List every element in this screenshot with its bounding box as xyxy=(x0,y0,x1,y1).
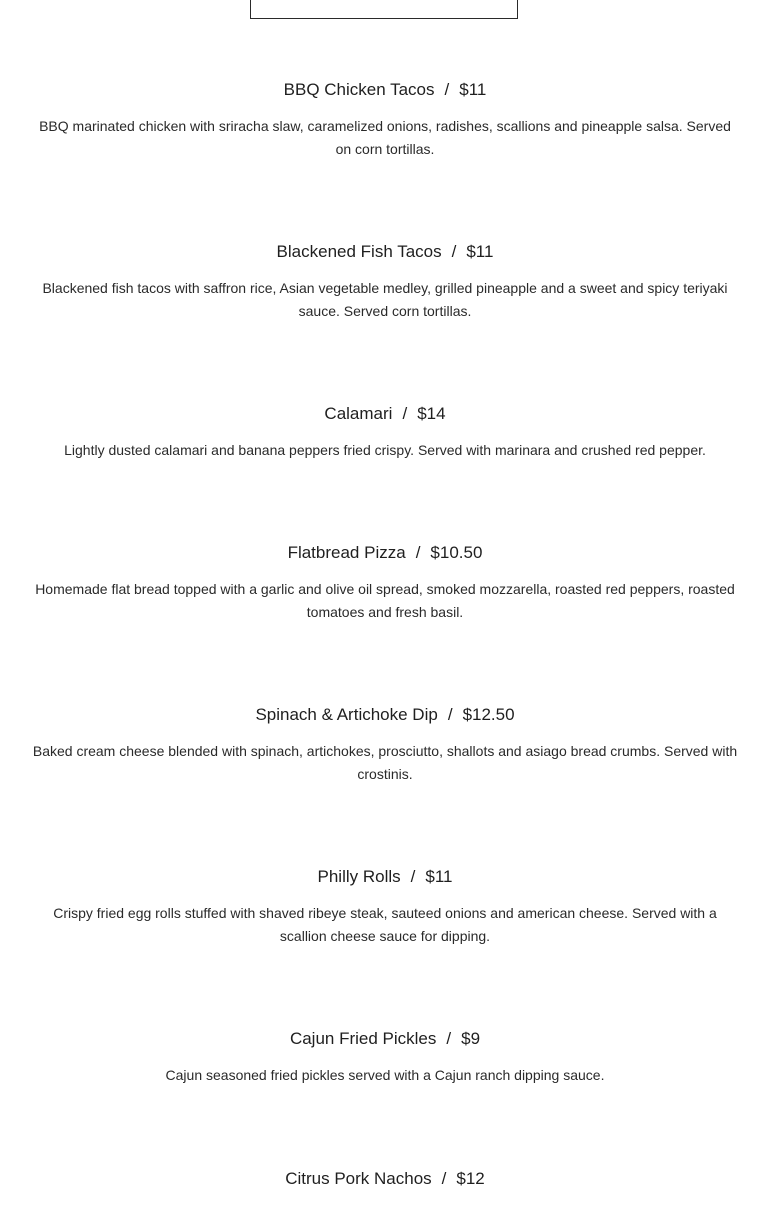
item-name: Flatbread Pizza xyxy=(287,543,406,562)
item-separator: / xyxy=(441,1169,447,1188)
item-name: Cajun Fried Pickles xyxy=(289,1029,437,1048)
item-separator: / xyxy=(402,404,408,423)
item-price: $11 xyxy=(466,242,494,261)
item-separator: / xyxy=(410,867,416,886)
item-separator: / xyxy=(451,242,457,261)
item-description: Baked cream cheese blended with spinach, artichokes, prosciutto, shallots and asiago bread crumbs. Served with crostinis. xyxy=(32,743,738,782)
item-separator: / xyxy=(415,543,421,562)
menu-item-spinach-artichoke-dip xyxy=(30,705,740,785)
item-price: $11 xyxy=(425,867,453,886)
item-separator: / xyxy=(446,1029,452,1048)
item-price: $10.50 xyxy=(430,543,483,562)
menu-item-cajun-fried-pickles xyxy=(30,1029,740,1087)
item-title xyxy=(30,80,740,100)
item-price: $14 xyxy=(417,404,446,423)
item-name: Philly Rolls xyxy=(317,867,401,886)
item-title xyxy=(30,404,740,424)
item-title xyxy=(30,543,740,563)
menu-item-philly-rolls xyxy=(30,867,740,947)
item-name: BBQ Chicken Tacos xyxy=(283,80,435,99)
item-name: Citrus Pork Nachos xyxy=(285,1169,432,1188)
item-description: Lightly dusted calamari and banana peppers fried crispy. Served with marinara and crushed red pepper. xyxy=(64,442,706,458)
item-separator: / xyxy=(447,705,453,724)
item-description: Homemade flat bread topped with a garlic and olive oil spread, smoked mozzarella, roasted red peppers, roasted tomatoes and fresh basil. xyxy=(35,581,735,620)
item-price: $12 xyxy=(456,1169,485,1188)
item-name: Calamari xyxy=(324,404,393,423)
item-title xyxy=(30,867,740,887)
item-separator: / xyxy=(444,80,450,99)
item-title xyxy=(30,1029,740,1049)
item-title xyxy=(30,1169,740,1189)
menu-item-bbq-chicken-tacos xyxy=(30,80,740,160)
item-title xyxy=(30,242,740,262)
menu-item-flatbread-pizza xyxy=(30,543,740,623)
item-price: $12.50 xyxy=(462,705,515,724)
item-name: Spinach & Artichoke Dip xyxy=(255,705,438,724)
item-description: Cajun seasoned fried pickles served with a Cajun ranch dipping sauce. xyxy=(165,1067,605,1083)
item-description: Crispy fried egg rolls stuffed with shaved ribeye steak, sauteed onions and american cheese. Served with a scallion cheese sauce for dipping. xyxy=(53,905,717,944)
menu-item-citrus-pork-nachos xyxy=(30,1169,740,1189)
item-name: Blackened Fish Tacos xyxy=(276,242,442,261)
top-menu-button[interactable] xyxy=(250,0,518,19)
item-description: Blackened fish tacos with saffron rice, Asian vegetable medley, grilled pineapple and a sweet and spicy teriyaki sauce. Served corn tortillas. xyxy=(42,280,728,319)
item-price: $11 xyxy=(459,80,487,99)
menu-item-blackened-fish-tacos xyxy=(30,242,740,322)
item-title xyxy=(30,705,740,725)
item-description: BBQ marinated chicken with sriracha slaw, caramelized onions, radishes, scallions and pineapple salsa. Served on corn tortillas. xyxy=(39,118,731,157)
menu-item-calamari xyxy=(30,404,740,462)
item-price: $9 xyxy=(461,1029,481,1048)
